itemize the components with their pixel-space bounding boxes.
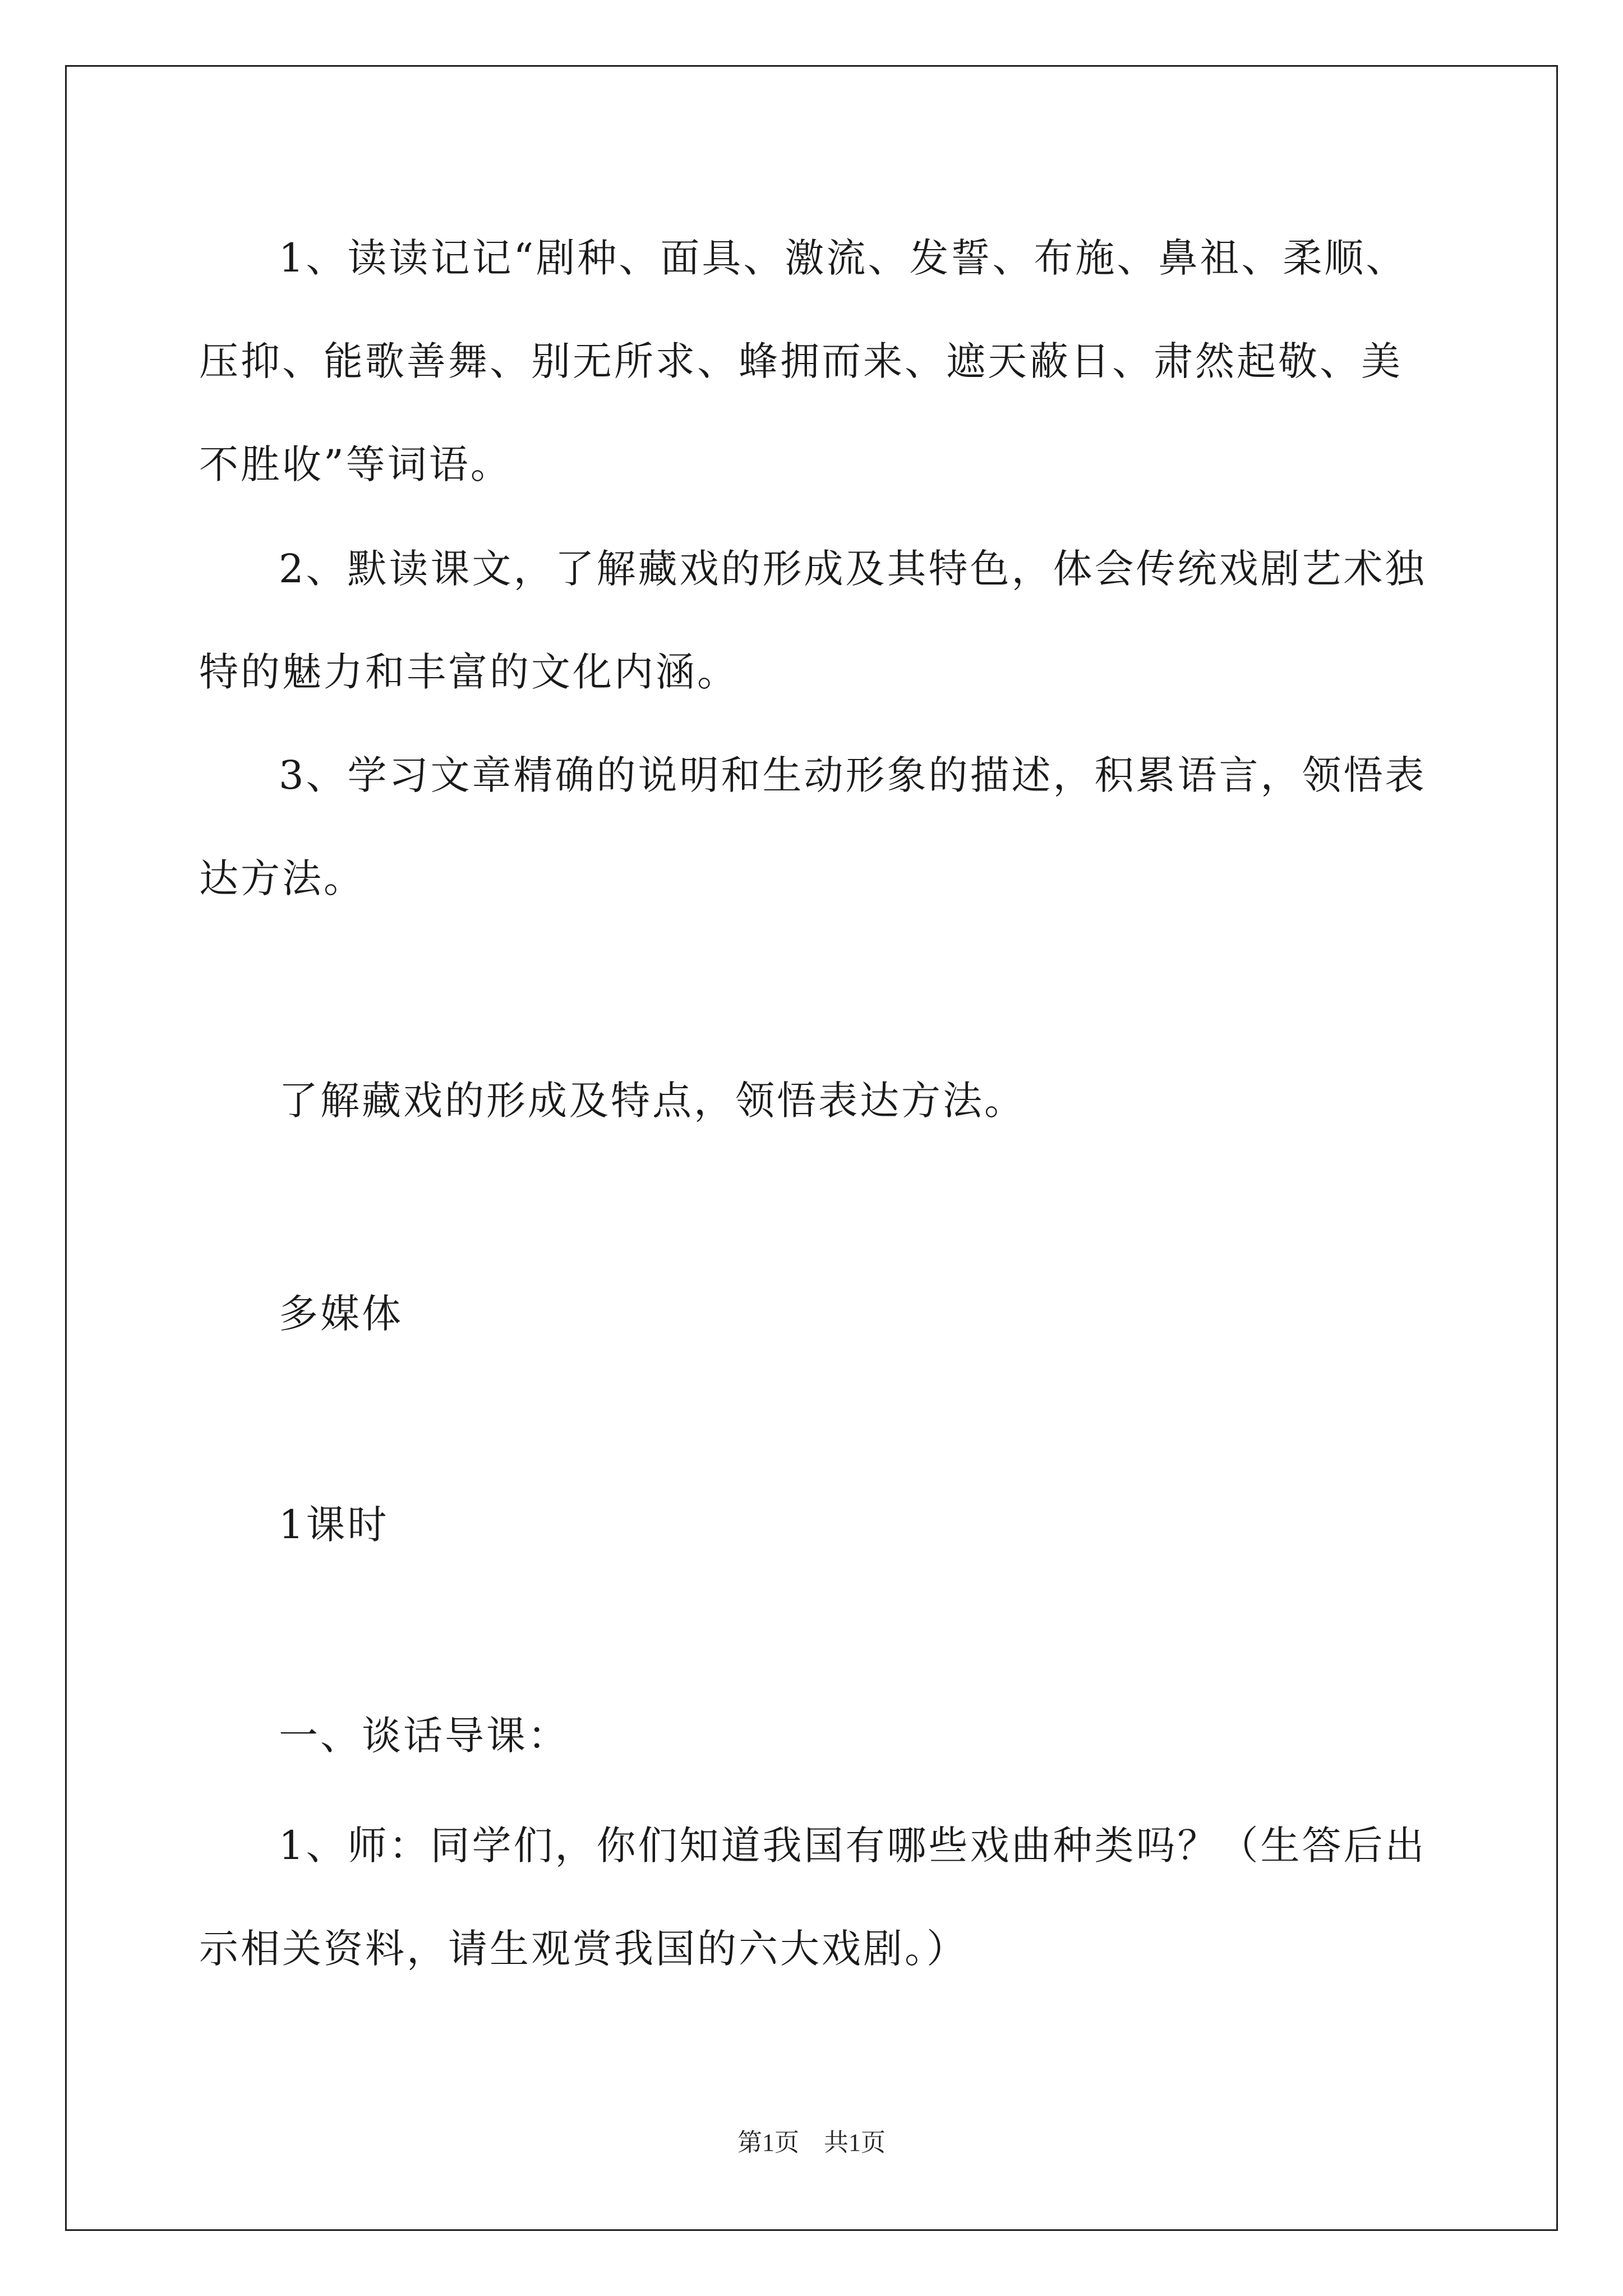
paragraph-intro-1: 1、师：同学们，你们知道我国有哪些戏曲种类吗？（生答后出示相关资料，请生观赏我国的六大戏剧。）	[199, 1823, 1427, 1972]
section-heading-intro: 一、谈话导课：	[279, 1713, 569, 1759]
paragraph-objective-2: 2、默读课文，了解藏戏的形成及其特色，体会传统戏剧艺术独特的魅力和丰富的文化内涵。	[199, 546, 1427, 695]
paragraph-key-point: 了解藏戏的形成及特点，领悟表达方法。	[279, 1078, 1026, 1124]
paragraph-teaching-aid: 多媒体	[279, 1291, 403, 1337]
paragraph-class-hours: 1课时	[279, 1502, 389, 1548]
paragraph-objective-1: 1、读读记记“剧种、面具、激流、发誓、布施、鼻祖、柔顺、压抑、能歌善舞、别无所求、蜂拥而来、遮天蔽日、肃然起敬、美不胜收”等词语。	[199, 235, 1408, 487]
paragraph-objective-3: 3、学习文章精确的说明和生动形象的描述，积累语言，领悟表达方法。	[199, 752, 1427, 901]
page-footer: 第1页 共1页	[737, 2129, 886, 2156]
